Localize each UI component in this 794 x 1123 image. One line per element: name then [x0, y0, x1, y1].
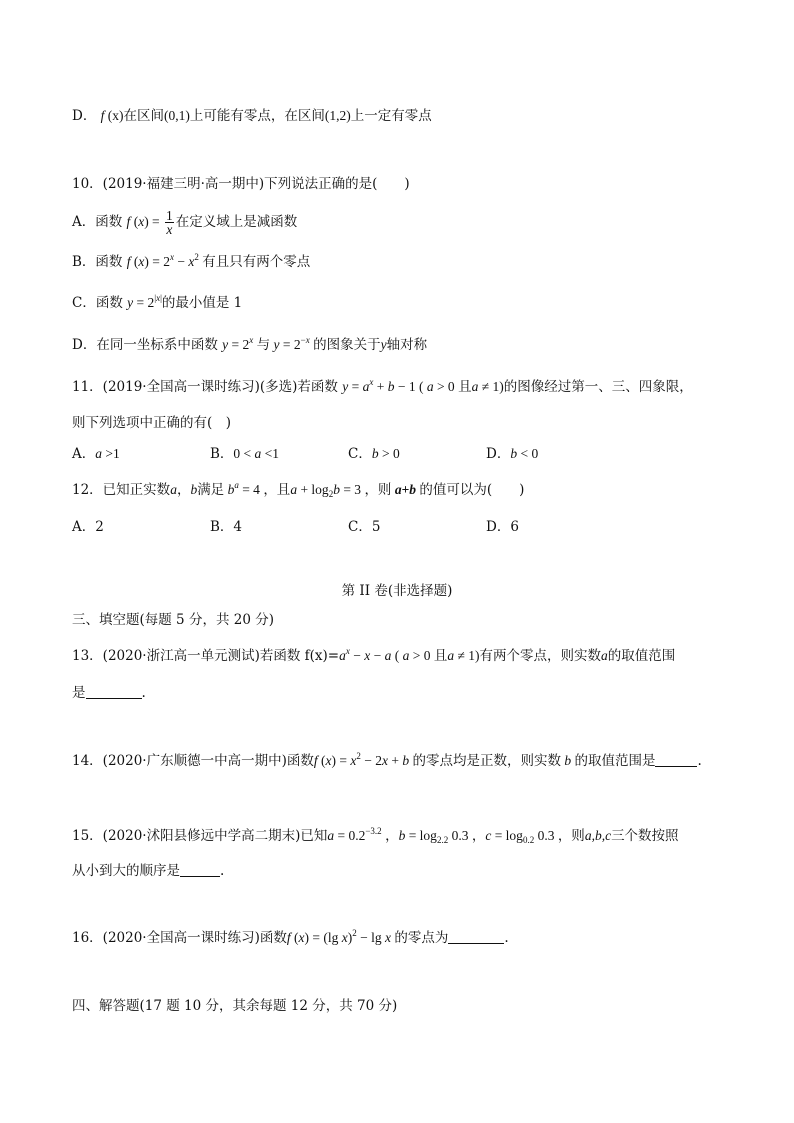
- text: 的最小值是 1: [161, 295, 243, 311]
- math: f: [286, 930, 294, 945]
- q16-stem: 16．(2020·全国高一课时练习)函数f (x) = (lg x)$^2$ − lg x 的零点为 .: [72, 928, 509, 946]
- math: a ≠ 1): [447, 648, 480, 663]
- text: 11．(2019·全国高一课时练习)(多选)若函数: [72, 379, 338, 395]
- math: y: [222, 337, 229, 352]
- math: $b = \log_{2.2} 0.3$: [398, 828, 472, 845]
- math: = $2^x$: [228, 335, 254, 352]
- option-a: A．a >1: [72, 446, 120, 462]
- q10-option-a: [72, 208, 297, 236]
- text: 上一定有零点: [350, 108, 432, 124]
- math: f: [126, 214, 134, 229]
- option-label: A．函数: [72, 214, 123, 230]
- math-fx: f: [100, 108, 108, 123]
- math: $c = \log_{0.2} 0.3$: [485, 828, 558, 845]
- section4-heading: 四、解答题(17 题 10 分，其余每题 12 分，共 70 分): [72, 998, 398, 1014]
- q11-stem-2: 则下列选项中正确的有( ): [72, 415, 232, 431]
- q12-stem: 12．已知正实数a，b满足 $b^a = 4$ ，且$a + \log_2b = 3$ ，则 a+b 的值可以为( ): [72, 480, 525, 499]
- math: f: [313, 753, 321, 768]
- q9-option-d: [72, 106, 432, 126]
- answer-blank[interactable]: [448, 929, 504, 944]
- text: 轴对称: [386, 337, 428, 353]
- math: y: [380, 337, 387, 352]
- option-label: C．函数: [72, 295, 123, 311]
- text: 在定义域上是减函数: [175, 214, 298, 230]
- answer-blank[interactable]: [655, 752, 697, 767]
- math: b: [190, 482, 198, 497]
- math: a+b: [394, 482, 417, 497]
- option-label: D．: [72, 108, 97, 124]
- q10-stem: 10．(2019·福建三明·高一期中)下列说法正确的是( ): [72, 176, 410, 192]
- math: y: [270, 337, 280, 352]
- q11-stem: [72, 377, 693, 397]
- q11-options: [72, 444, 538, 464]
- q13-answer-line: 是 .: [72, 685, 146, 701]
- math: $b^a = 4$: [227, 480, 264, 497]
- option-d: D．6: [486, 519, 519, 535]
- math: = $a^x + b - 1$ ( a > 0: [348, 377, 459, 394]
- q15-answer-line: 从小到大的顺序是 .: [72, 863, 225, 879]
- math: a,b,c: [584, 828, 612, 843]
- math-interval: (1,2): [324, 108, 351, 123]
- math: $(x) = 2^x - x^2$: [133, 252, 199, 269]
- math: $(x) = x^2 - 2x + b$: [321, 751, 410, 768]
- text: 且: [458, 379, 472, 395]
- math: $a^x - x - a$ ( a > 0: [339, 646, 434, 663]
- option-b: B．0 < a <1: [210, 446, 280, 462]
- math-fraction: $\frac{1}{x}$: [166, 208, 173, 237]
- text: 与: [256, 337, 271, 353]
- math: a ≠ 1): [471, 379, 504, 394]
- math-interval: (0,1): [164, 108, 190, 123]
- q10-option-d: [72, 335, 427, 355]
- text: 上可能有零点，在区间: [189, 108, 325, 124]
- text: 的图象关于: [313, 337, 381, 353]
- math: y: [342, 379, 349, 394]
- q13-stem: 13．(2020·浙江高一单元测试)若函数 $f(x)=a^x - x - a$ ( a > 0 且a ≠ 1)有两个零点，则实数a的取值范围: [72, 646, 676, 664]
- math: a: [170, 482, 177, 497]
- math: (x) = (lg x)$^2$ − lg x: [294, 928, 391, 945]
- option-a: A．2: [72, 519, 104, 535]
- math-paren-x: (x): [107, 108, 124, 123]
- math: $a = 0.2^{-3.2}$: [327, 826, 382, 843]
- math: = $2^{|x|}$: [133, 293, 162, 310]
- part2-title: 第 II 卷(非选择题): [341, 583, 453, 599]
- math: (x) =: [133, 214, 164, 229]
- q14-stem: 14．(2020·广东顺德一中高一期中)函数f $(x) = x^2 - 2x + b$ 的零点均是正数，则实数 b 的取值范围是 .: [72, 751, 702, 769]
- option-c: C．b > 0: [348, 446, 400, 462]
- option-b: B．4: [210, 519, 243, 535]
- q10-option-b: [72, 252, 310, 272]
- text: 有且只有两个零点: [202, 254, 311, 270]
- math: y: [127, 295, 134, 310]
- answer-blank[interactable]: [86, 684, 142, 699]
- option-d: D．b < 0: [486, 446, 539, 462]
- q10-option-c: [72, 293, 242, 313]
- math: $a + \log_2b = 3$: [290, 482, 365, 499]
- q15-stem: 15．(2020·沭阳县修远中学高二期末)已知$a = 0.2^{-3.2}$ ，$b = \log_{2.2} 0.3$ ，$c = \log_{0.2} 0.3$ ，则a,b,c三个数按照: [72, 826, 679, 845]
- option-c: C．5: [348, 519, 381, 535]
- answer-blank[interactable]: [180, 862, 220, 877]
- math: = $2^{-x}$: [279, 335, 310, 352]
- text: 在区间: [123, 108, 165, 124]
- option-label: D．在同一坐标系中函数: [72, 337, 218, 353]
- math: b: [560, 753, 575, 768]
- q12-options: [72, 517, 519, 537]
- section3-heading: 三、填空题(每题 5 分，共 20 分): [72, 612, 274, 628]
- text: 的图像经过第一、三、四象限，: [503, 379, 693, 395]
- option-label: B．函数: [72, 254, 123, 270]
- math: a: [601, 648, 608, 663]
- math: f: [126, 254, 134, 269]
